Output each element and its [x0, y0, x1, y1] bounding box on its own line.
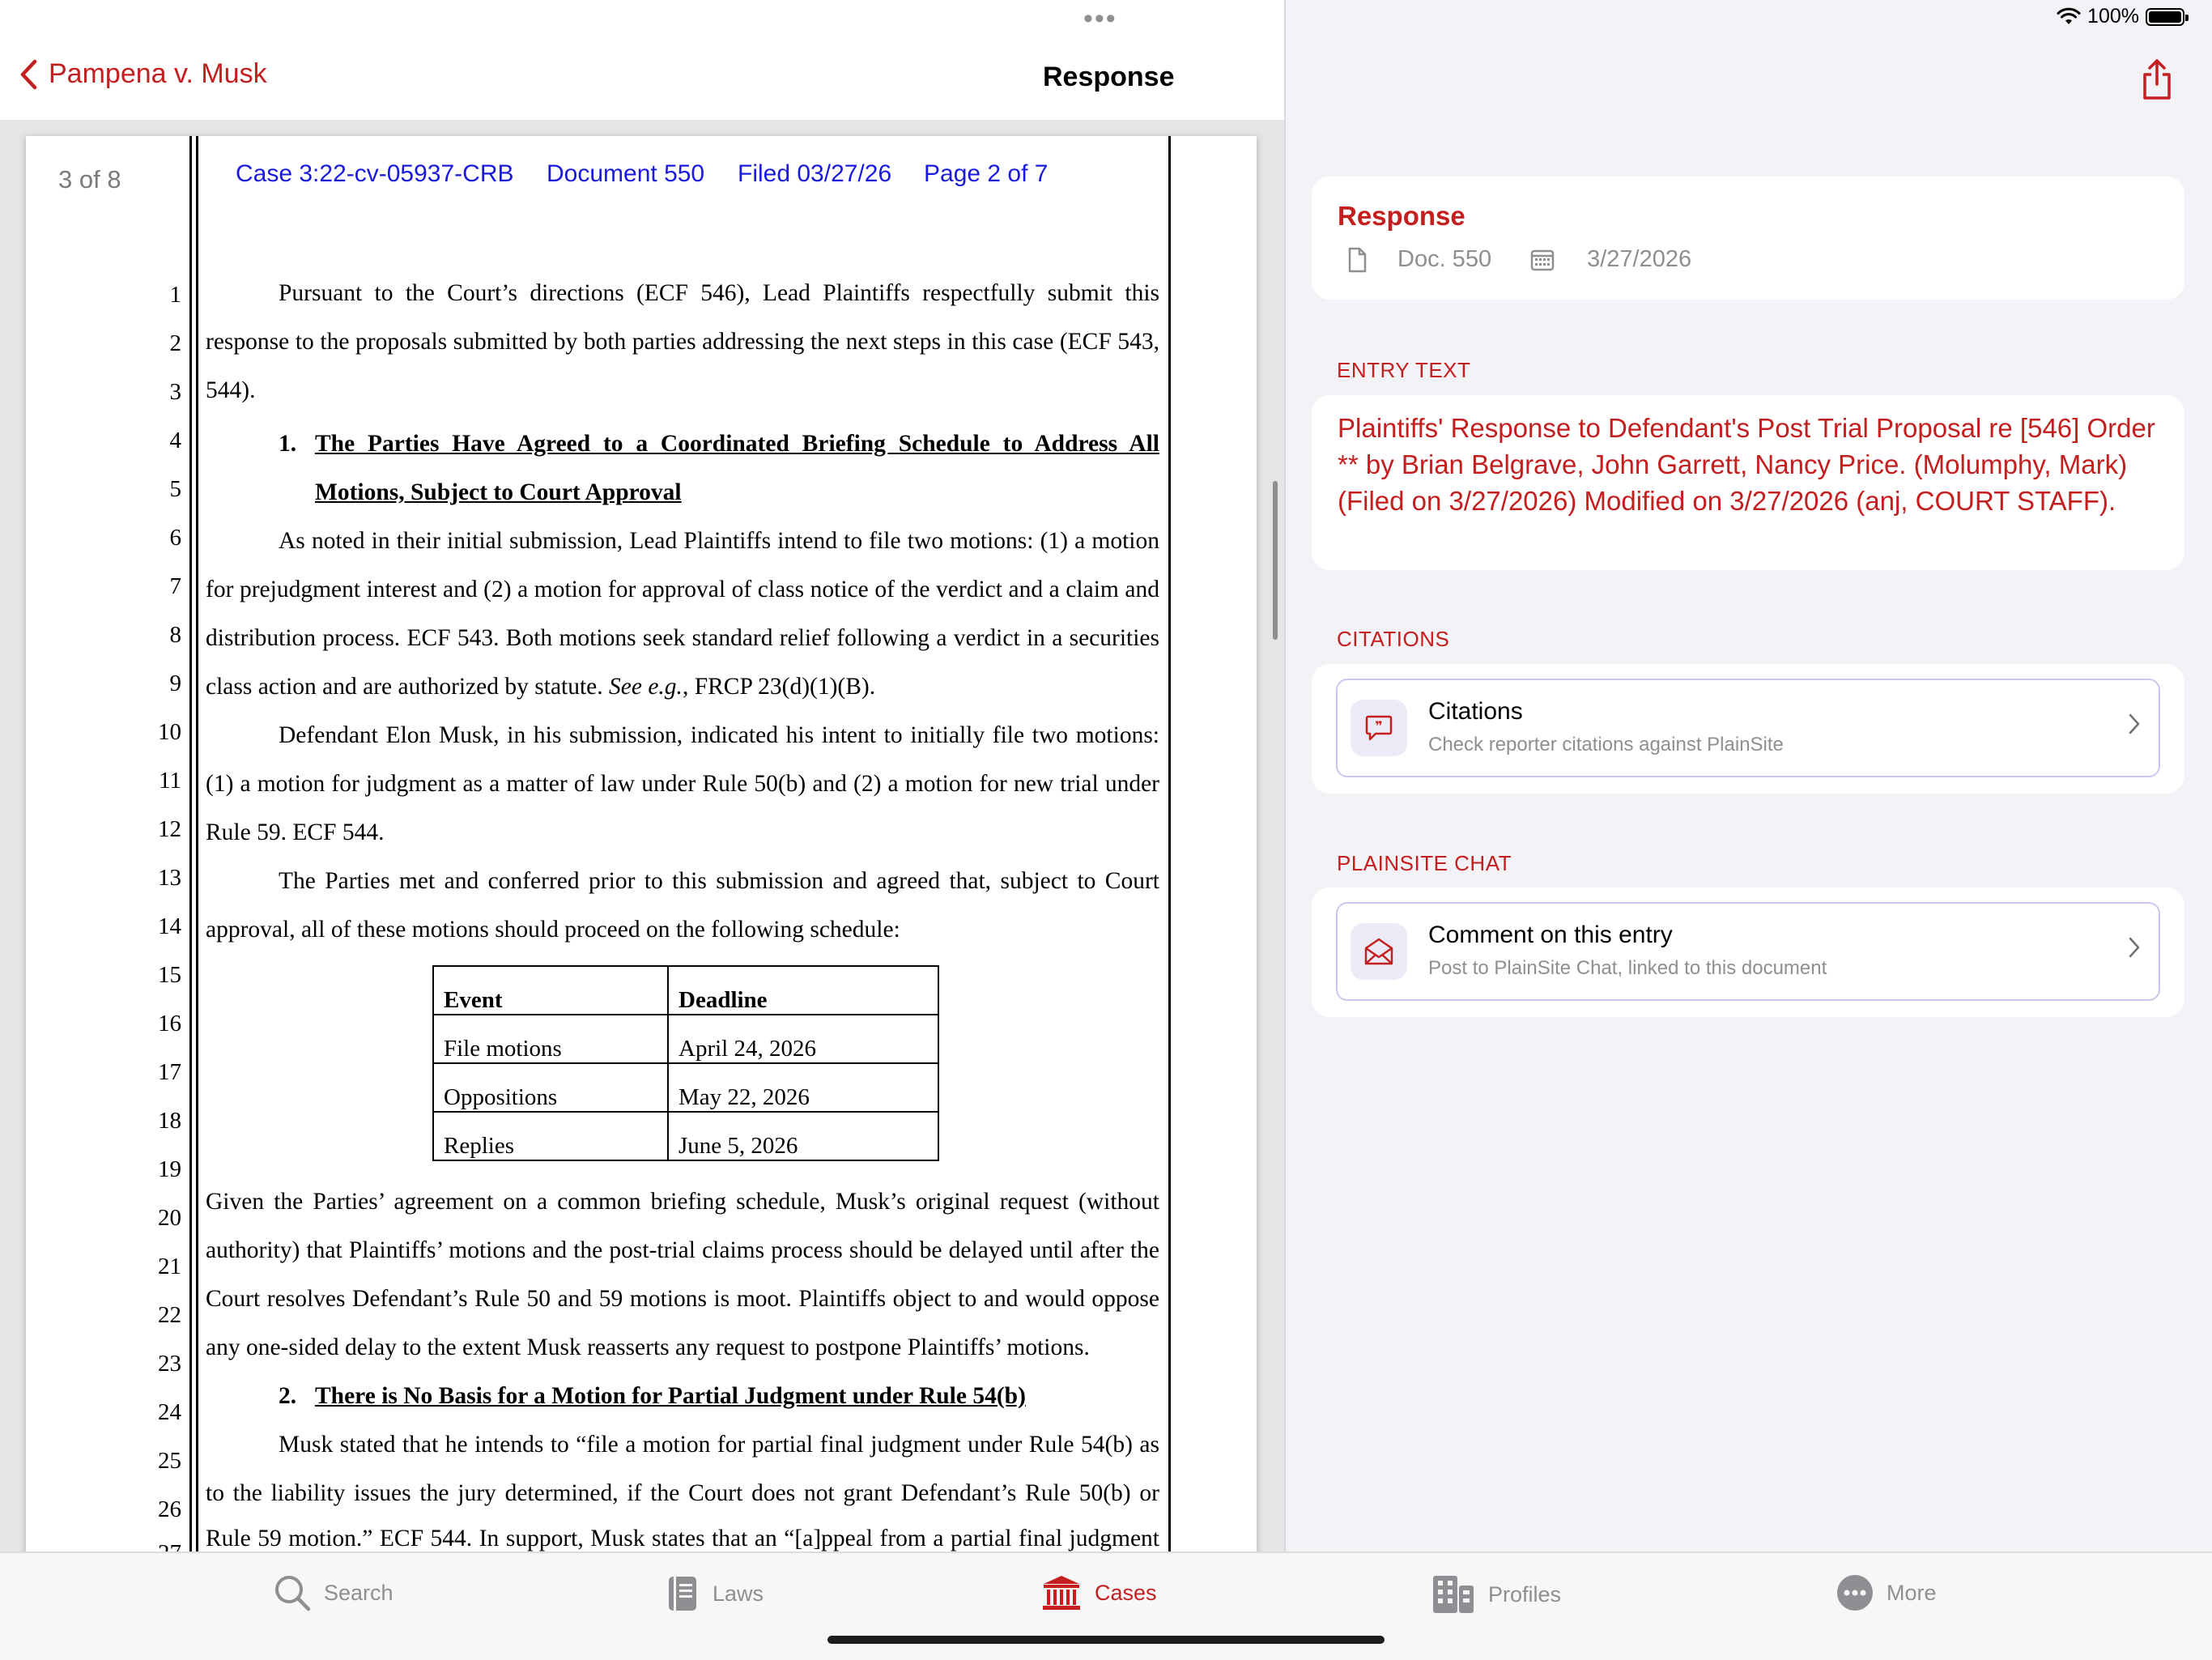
table-cell: June 5, 2026 — [668, 1112, 938, 1160]
comment-subtitle: Post to PlainSite Chat, linked to this document — [1428, 957, 1827, 979]
header-page[interactable]: Page 2 of 7 — [924, 160, 1049, 187]
wifi-icon — [2057, 8, 2081, 26]
header-document-number[interactable]: Document 550 — [547, 160, 705, 187]
citations-title: Citations — [1428, 698, 1523, 725]
body-line: (1) a motion for judgment as a matter of law under Rule 50(b) and (2) a motion for new trial under — [206, 771, 1159, 797]
doc-meta — [1347, 246, 1691, 273]
line-number: 16 — [158, 1011, 181, 1036]
body-line: Pursuant to the Court’s directions (ECF 546), Lead Plaintiffs respectfully submit this — [279, 280, 1159, 306]
line-number: 12 — [158, 816, 181, 842]
doc-number: Doc. 550 — [1397, 246, 1492, 272]
tab-label: Profiles — [1488, 1581, 1562, 1607]
share-button[interactable] — [2141, 58, 2173, 100]
schedule-table — [432, 965, 939, 1161]
line-number: 1 — [169, 282, 181, 308]
line-number: 8 — [169, 622, 181, 648]
body-line: Given the Parties’ agreement on a common briefing schedule, Musk’s original request (without — [206, 1189, 1159, 1215]
line-number: 7 — [169, 573, 181, 599]
citations-section — [1312, 664, 2184, 794]
body-line: Rule 59. ECF 544. — [206, 819, 385, 845]
heading-number: 1. — [279, 431, 297, 457]
entry-text-label: ENTRY TEXT — [1337, 358, 1471, 382]
line-number: 26 — [158, 1496, 181, 1522]
table-cell: May 22, 2026 — [668, 1063, 938, 1112]
body-line: approval, all of these motions should proceed on the following schedule: — [206, 917, 900, 943]
tab-profiles[interactable] — [1431, 1574, 1561, 1615]
multitasking-dots-icon[interactable]: ••• — [1083, 3, 1117, 34]
document-title: Response — [1338, 201, 1465, 231]
table-cell: Oppositions — [433, 1063, 668, 1112]
header-filed-date[interactable]: Filed 03/27/26 — [738, 160, 892, 187]
margin-rule-left-2 — [196, 136, 198, 1551]
line-number: 4 — [169, 428, 181, 453]
line-number: 21 — [158, 1254, 181, 1279]
table-cell: File motions — [433, 1015, 668, 1063]
back-label: Pampena v. Musk — [49, 58, 267, 89]
table-row — [433, 1063, 938, 1112]
courthouse-icon — [1041, 1574, 1082, 1611]
plainsite-chat-label: PLAINSITE CHAT — [1337, 851, 1512, 875]
envelope-open-icon — [1351, 923, 1407, 980]
margin-rule-left — [189, 136, 192, 1551]
tab-label: Search — [324, 1580, 393, 1605]
body-line: Court resolves Defendant’s Rule 50 and 59 motions is moot. Plaintiffs object to and would oppose — [206, 1286, 1159, 1312]
heading-2: There is No Basis for a Motion for Partial Judgment under Rule 54(b) — [315, 1383, 1026, 1409]
line-number: 6 — [169, 525, 181, 551]
entry-text-card — [1312, 395, 2184, 570]
body-line: distribution process. ECF 543. Both motions seek standard relief following a verdict in a securities — [206, 625, 1159, 651]
line-number: 11 — [159, 768, 181, 794]
ellipsis-icon — [1836, 1574, 1874, 1611]
table-row — [433, 1112, 938, 1160]
scroll-indicator[interactable] — [1273, 481, 1278, 640]
line-number: 3 — [169, 379, 181, 405]
body-line: authority) that Plaintiffs’ motions and the post-trial claims process should be delayed until after the — [206, 1237, 1159, 1263]
document-icon — [1347, 247, 1367, 273]
body-line: to the liability issues the jury determined, if the Court does not grant Defendant’s Rule 50(b) or — [206, 1480, 1159, 1506]
line-number: 9 — [169, 670, 181, 696]
back-button[interactable] — [19, 58, 267, 90]
body-line: Rule 59 motion.” ECF 544. In support, Musk states that an “[a]ppeal from a partial final judgment — [206, 1526, 1159, 1551]
table-header: Deadline — [668, 966, 938, 1015]
line-number: 22 — [158, 1302, 181, 1328]
line-number: 24 — [158, 1399, 181, 1425]
tab-search[interactable] — [274, 1574, 393, 1611]
battery-percent: 100% — [2087, 5, 2139, 28]
citations-subtitle: Check reporter citations against PlainSite — [1428, 734, 1784, 756]
chevron-right-icon — [2128, 713, 2141, 735]
line-number: 2 — [169, 330, 181, 356]
line-number — [125, 1540, 181, 1551]
line-number: 19 — [158, 1156, 181, 1182]
body-line: class action and are authorized by statute. See e.g., FRCP 23(d)(1)(B). — [206, 674, 876, 700]
citations-row[interactable] — [1336, 679, 2160, 777]
chevron-right-icon — [2128, 936, 2141, 959]
body-line: response to the proposals submitted by both parties addressing the next steps in this case (ECF 543, — [206, 329, 1159, 355]
citations-label: CITATIONS — [1337, 627, 1450, 651]
body-line: Defendant Elon Musk, in his submission, indicated his intent to initially file two motions: — [279, 722, 1159, 748]
battery-icon — [2146, 8, 2184, 26]
line-number: 23 — [158, 1351, 181, 1377]
page-counter: 3 of 8 — [58, 165, 121, 194]
margin-rule-right — [1168, 136, 1171, 1551]
table-header-row — [433, 966, 938, 1015]
comment-row[interactable] — [1336, 902, 2160, 1001]
entry-text: Plaintiffs' Response to Defendant's Post Trial Proposal re [546] Order ** by Brian Belgrave, John Garrett, Nancy Price. (Molumphy, Mark) (Filed on 3/27/2026) Modified on 3/27/2026 (anj, COURT STAFF). — [1338, 413, 2155, 516]
line-number: 20 — [158, 1205, 181, 1231]
tab-laws[interactable] — [666, 1574, 764, 1613]
document-summary-card — [1312, 177, 2184, 300]
nav-title: Response — [1043, 62, 1175, 92]
tab-label: Laws — [713, 1581, 764, 1606]
body-line: for prejudgment interest and (2) a motion for approval of class notice of the verdict and a claim and — [206, 577, 1159, 602]
heading-number: 2. — [279, 1383, 297, 1409]
line-number: 10 — [158, 719, 181, 745]
body-line: The Parties met and conferred prior to this submission and agreed that, subject to Court — [279, 868, 1159, 894]
line-number: 17 — [158, 1059, 181, 1085]
line-number: 13 — [158, 865, 181, 891]
body-line: As noted in their initial submission, Lead Plaintiffs intend to file two motions: (1) a motion — [279, 528, 1159, 554]
tab-cases[interactable] — [1041, 1574, 1157, 1611]
line-number: 15 — [158, 962, 181, 988]
heading-1: The Parties Have Agreed to a Coordinated Briefing Schedule to Address All — [315, 431, 1159, 457]
header-case-number[interactable]: Case 3:22-cv-05937-CRB — [236, 160, 514, 187]
tab-label: More — [1887, 1580, 1937, 1605]
share-icon — [2141, 58, 2173, 100]
svg-text:❞: ❞ — [1375, 718, 1383, 734]
table-header: Event — [433, 966, 668, 1015]
tab-label: Cases — [1095, 1580, 1157, 1605]
chat-section — [1312, 887, 2184, 1017]
tab-more[interactable] — [1836, 1574, 1937, 1611]
body-line: Musk stated that he intends to “file a motion for partial final judgment under Rule 54(b) as — [279, 1432, 1159, 1458]
table-row — [433, 1015, 938, 1063]
table-cell: Replies — [433, 1112, 668, 1160]
table-cell: April 24, 2026 — [668, 1015, 938, 1063]
doc-date: 3/27/2026 — [1587, 246, 1692, 272]
line-number: 18 — [158, 1108, 181, 1134]
chevron-left-icon — [19, 59, 37, 90]
body-line: 544). — [206, 377, 256, 403]
comment-title: Comment on this entry — [1428, 922, 1673, 948]
status-indicators — [2057, 5, 2184, 28]
home-indicator[interactable] — [827, 1636, 1385, 1644]
citation-quote-icon — [1351, 700, 1407, 756]
book-icon — [666, 1574, 700, 1613]
building-icon — [1431, 1574, 1475, 1615]
heading-1-cont: Motions, Subject to Court Approval — [315, 479, 682, 505]
split-divider — [1284, 0, 1286, 1551]
calendar-icon — [1530, 249, 1555, 271]
search-icon — [274, 1574, 311, 1611]
body-line: any one-sided delay to the extent Musk reasserts any request to postpone Plaintiffs’ motions. — [206, 1334, 1090, 1360]
line-number: 14 — [158, 913, 181, 939]
line-number: 5 — [169, 476, 181, 502]
line-number: 25 — [158, 1448, 181, 1474]
